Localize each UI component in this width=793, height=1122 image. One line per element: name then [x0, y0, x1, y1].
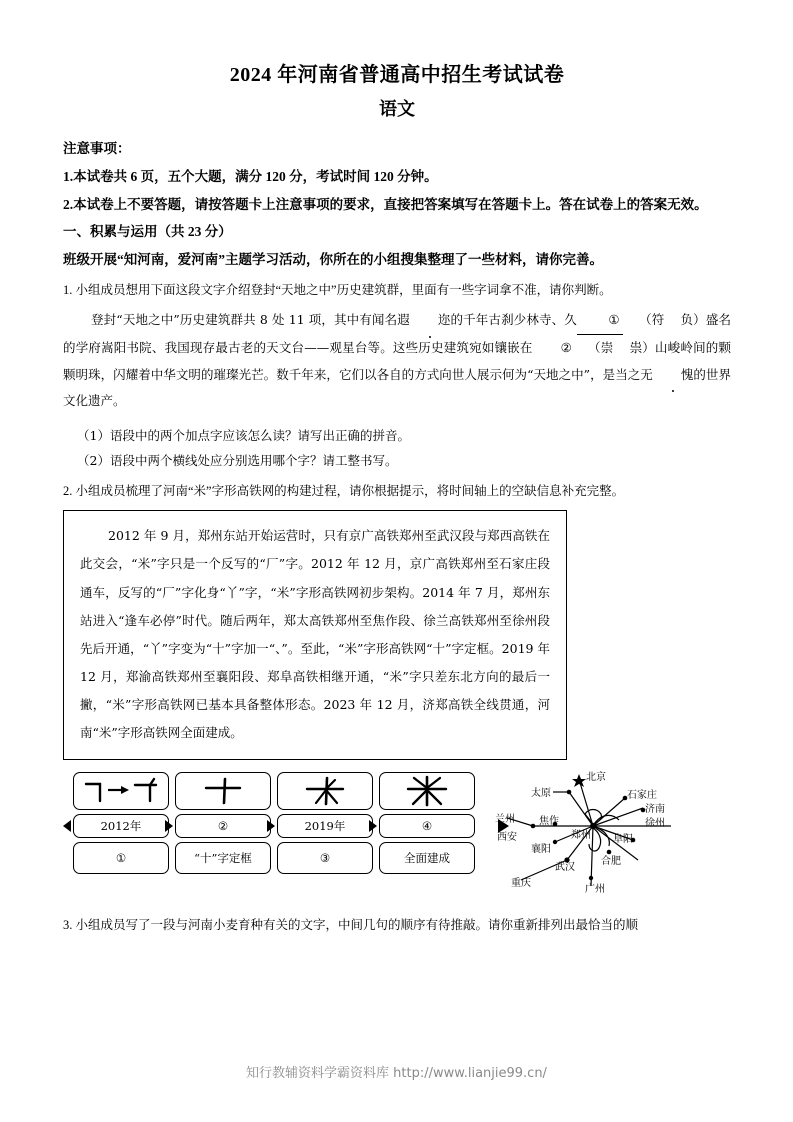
map-city-jiaozuo: 焦作: [539, 816, 559, 828]
fill-blank-1[interactable]: ①: [577, 307, 623, 335]
map-city-wuhan: 武汉: [555, 862, 575, 874]
mi-shaped-rail-map-icon: [493, 768, 693, 900]
notice-item-2: 2.本试卷上不要答题，请按答题卡上注意事项的要求，直接把答案填写在答题卡上。答在试卷上的答案无效。: [63, 196, 708, 212]
map-city-lanzhou: 兰州: [495, 814, 515, 826]
timeline-time-cell-1[interactable]: 2012年: [73, 814, 169, 838]
timeline-glyph-cell-3: [277, 772, 373, 810]
question-1-stem: 1. 小组成员想用下面这段文字介绍登封“天地之中”历史建筑群，里面有一些字词拿不准，请你判断。: [63, 282, 612, 297]
timeline-joiner-arrow-3-icon: [369, 820, 377, 832]
passage-part-2: 的千年古刹少林寺、久: [450, 311, 577, 327]
page-content: [63, 62, 731, 938]
map-city-taiyuan: 太原: [531, 788, 551, 800]
question-3-stem: 3. 小组成员写了一段与河南小麦育种有关的文字，中间几句的顺序有待推敲。请你重新排列出最恰当的顺: [63, 918, 639, 933]
rail-network-map: [493, 768, 693, 900]
timeline-diagram: [73, 772, 493, 874]
timeline-label-row: [73, 842, 493, 874]
question-2-passage-box: [63, 510, 567, 760]
notice-heading: 注意事项：: [63, 141, 131, 157]
timeline-glyph-row: [73, 772, 493, 810]
map-city-guangzhou: 广州: [585, 884, 605, 896]
choice-group-1-open: （符: [638, 311, 665, 327]
choice-group-2-open: （崇: [587, 339, 614, 355]
timeline-label-cell-2[interactable]: “十”字定框: [175, 842, 271, 874]
timeline-time-cell-4[interactable]: ④: [379, 814, 475, 838]
subject-title: 语文: [379, 99, 415, 119]
footer-watermark: 知行教辅资料学霸资料库 http://www.lianjie99.cn/: [246, 1066, 547, 1081]
timeline-time-cell-2[interactable]: ②: [175, 814, 271, 838]
map-city-zhengzhou: 郑州: [571, 830, 591, 842]
map-city-fuyang: 阜阳: [613, 834, 633, 846]
choice-group-1-close: 负）: [680, 311, 706, 327]
mi-complete-glyph-icon: [400, 775, 454, 807]
question-2-stem: 2. 小组成员梳理了河南“米”字形高铁网的构建过程，请你根据提示，将时间轴上的空缺信息补充完整。: [63, 484, 625, 499]
chang-to-ya-glyph-icon: [80, 775, 162, 807]
choice-group-2-close: 祟）: [629, 339, 655, 355]
passage-part-3: 盛名的学府嵩阳书院、我国现存最古老的天文台——观星台等。这些历史建筑宛如镶嵌在: [63, 311, 731, 355]
map-city-xiangyang: 襄阳: [531, 844, 551, 856]
passage-part-1: 登封“天地之中”历史建筑群共 8 处 11 项，其中有闻名遐: [91, 311, 410, 327]
mi-partial-glyph-icon: [298, 775, 352, 807]
question-2-passage-text: 2012 年 9 月，郑州东站开始运营时，只有京广高铁郑州至武汉段与郑西高铁在此交会，“米”字只是一个反写的“厂”字。2012 年 12 月，京广高铁郑州至石家庄段通车，反写的“厂”字化身“丫”字，“米”字形高铁网初步架构。2014 年 7 月，郑州东站进入“逢车必停”时代。随后两年，郑太高铁郑州至焦作段、徐兰高铁郑州至徐州段先后开通，“丫”字变为“十”字加一“、”。至此，“米”字形高铁网“十”字定框。2019 年 12 月，郑渝高铁郑州至襄阳段、郑阜高铁相继开通，“米”字只差东北方向的最后一撇，“米”字形高铁网已基本具备整体形态。2023 年 12 月，济郑高铁全线贯通，河南“米”字形高铁网全面建成。: [80, 528, 550, 741]
map-city-chongqing: 重庆: [511, 878, 531, 890]
section-lead-text: 班级开展“知河南，爱河南”主题学习活动，你所在的小组搜集整理了一些材料，请你完善。: [63, 252, 603, 268]
question-1-sub-1: （1）语段中的两个加点字应该怎么读？请写出正确的拼音。: [77, 428, 410, 444]
map-city-hefei: 合肥: [601, 856, 621, 868]
map-city-beijing: 北京: [586, 772, 606, 784]
dotted-char-xia: 迩: [410, 307, 451, 334]
timeline-label-cell-4[interactable]: 全面建成: [379, 842, 475, 874]
question-1-passage: [63, 307, 731, 416]
timeline-label-cell-1[interactable]: ①: [73, 842, 169, 874]
timeline-start-arrow-icon: [63, 820, 71, 832]
timeline-time-cell-3[interactable]: 2019年: [277, 814, 373, 838]
fill-blank-2[interactable]: ②: [560, 339, 572, 355]
timeline-label-cell-3[interactable]: ③: [277, 842, 373, 874]
map-city-xuzhou: 徐州: [645, 818, 665, 830]
notice-item-1: 1.本试卷共 6 页，五个大题，满分 120 分，考试时间 120 分钟。: [63, 169, 438, 185]
page-title: 2024 年河南省普通高中招生考试试卷: [229, 64, 565, 86]
timeline-joiner-arrow-2-icon: [267, 820, 275, 832]
question-1-sub-2: （2）语段中两个横线处应分别选用哪个字？请工整书写。: [77, 453, 398, 469]
timeline-glyph-cell-1: [73, 772, 169, 810]
shi-cross-glyph-icon: [196, 775, 250, 807]
passage-part-4: 山峻岭间的颗颗明珠，闪耀着中华文明的璀璨光芒。数千年来，它们以各自的方式向世人展示何为“天地之中”，是当之无: [63, 339, 731, 382]
map-city-shijiazhuang: 石家庄: [627, 790, 657, 802]
map-city-xian: 西安: [497, 832, 517, 844]
map-city-jinan: 济南: [645, 804, 665, 816]
section-heading-one: 一、积累与运用（共 23 分）: [63, 224, 232, 240]
passage-part-5: 的世界文化遗产。: [63, 366, 731, 409]
dotted-char-kui: 愧: [653, 362, 694, 389]
timeline-joiner-arrow-1-icon: [165, 820, 173, 832]
timeline-time-row: [73, 814, 493, 838]
timeline-glyph-cell-2: [175, 772, 271, 810]
timeline-glyph-cell-4: [379, 772, 475, 810]
question-2-figure: [63, 772, 731, 897]
